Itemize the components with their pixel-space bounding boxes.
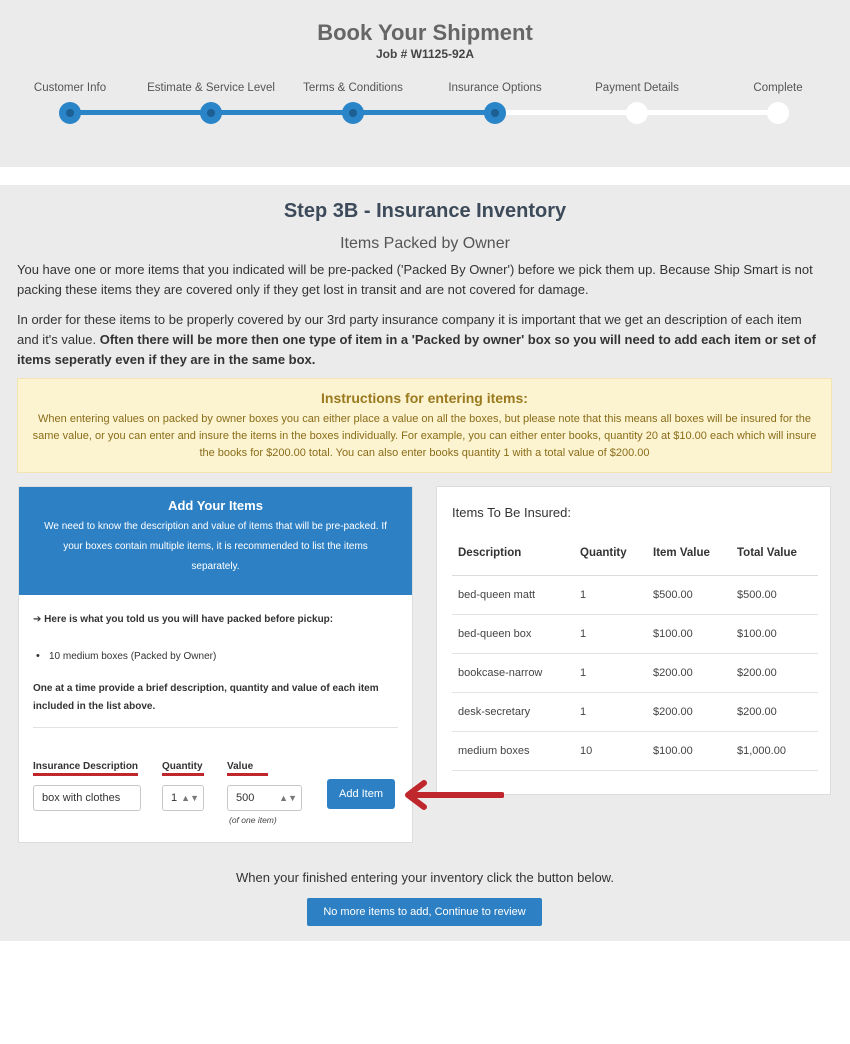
table-cell: medium boxes bbox=[452, 731, 574, 770]
step-dot-estimate bbox=[200, 102, 222, 124]
step-label-payment: Payment Details bbox=[595, 82, 679, 94]
description-underline bbox=[33, 773, 138, 776]
continue-to-review-button[interactable]: No more items to add, Continue to review bbox=[307, 898, 542, 926]
step-title: Step 3B - Insurance Inventory bbox=[283, 200, 567, 222]
coverage-paragraph bbox=[17, 310, 827, 370]
table-row bbox=[452, 731, 818, 770]
insured-items-table bbox=[452, 532, 818, 771]
table-cell: bed-queen box bbox=[452, 614, 574, 653]
table-cell: bookcase-narrow bbox=[452, 653, 574, 692]
table-cell: desk-secretary bbox=[452, 692, 574, 731]
step-label-complete: Complete bbox=[753, 82, 803, 94]
table-cell: 1 bbox=[574, 575, 647, 614]
insured-items-title: Items To Be Insured: bbox=[452, 505, 571, 520]
step-label-estimate: Estimate & Service Level bbox=[147, 82, 275, 94]
insured-items-panel bbox=[436, 486, 831, 795]
booking-header bbox=[0, 0, 850, 167]
table-cell: 1 bbox=[574, 692, 647, 731]
value-label: Value bbox=[227, 761, 254, 772]
table-cell: bed-queen matt bbox=[452, 575, 574, 614]
job-number: Job # W1125-92A bbox=[375, 47, 475, 61]
table-header-row bbox=[452, 532, 818, 575]
annotation-arrow-icon bbox=[402, 780, 504, 810]
table-cell: $1,000.00 bbox=[731, 731, 818, 770]
step-label-terms: Terms & Conditions bbox=[303, 82, 403, 94]
progress-fill bbox=[70, 110, 495, 115]
column-header: Description bbox=[452, 532, 574, 575]
table-cell: $100.00 bbox=[731, 614, 818, 653]
quantity-stepper[interactable] bbox=[162, 785, 204, 811]
step-label-customer-info: Customer Info bbox=[33, 82, 107, 94]
table-row bbox=[452, 575, 818, 614]
table-row bbox=[452, 614, 818, 653]
step-dot-customer-info bbox=[59, 102, 81, 124]
table-cell: $200.00 bbox=[647, 653, 731, 692]
add-items-panel bbox=[18, 486, 413, 843]
step-dot-terms bbox=[342, 102, 364, 124]
step-dot-insurance bbox=[484, 102, 506, 124]
table-cell: $200.00 bbox=[731, 653, 818, 692]
column-header: Item Value bbox=[647, 532, 731, 575]
instructions-box bbox=[17, 378, 832, 473]
table-cell: $500.00 bbox=[647, 575, 731, 614]
quantity-underline bbox=[162, 773, 204, 776]
step-label-insurance: Insurance Options bbox=[448, 82, 542, 94]
add-items-header bbox=[19, 487, 412, 595]
spinner-icon[interactable]: ▲▼ bbox=[279, 793, 297, 803]
instructions-title: Instructions for entering items: bbox=[321, 390, 528, 406]
table-cell: $200.00 bbox=[647, 692, 731, 731]
table-row bbox=[452, 692, 818, 731]
list-item: • 10 medium boxes (Packed by Owner) bbox=[49, 651, 216, 662]
table-row bbox=[452, 653, 818, 692]
quantity-value: 1 bbox=[171, 792, 178, 804]
coverage-text: In order for these items to be properly covered by our 3rd party insurance company it is important that we get an description of each item and it's value. bbox=[17, 312, 802, 347]
table-cell: 10 bbox=[574, 731, 647, 770]
divider bbox=[33, 727, 398, 728]
header-separator bbox=[0, 167, 850, 185]
table-cell: $200.00 bbox=[731, 692, 818, 731]
coverage-text-bold: Often there will be more then one type of item in a 'Packed by owner' box so you will need to add each item or set of items seperatly even if they are in the same box. bbox=[17, 332, 816, 367]
column-header: Total Value bbox=[731, 532, 818, 575]
table-cell: $500.00 bbox=[731, 575, 818, 614]
quantity-label: Quantity bbox=[162, 761, 203, 772]
table-cell: $100.00 bbox=[647, 731, 731, 770]
value-input[interactable] bbox=[227, 785, 302, 811]
page-title: Book Your Shipment bbox=[317, 20, 533, 45]
table-cell: 1 bbox=[574, 614, 647, 653]
table-cell: $100.00 bbox=[647, 614, 731, 653]
description-input[interactable]: box with clothes bbox=[33, 785, 141, 811]
step-dot-complete bbox=[767, 102, 789, 124]
value-note: (of one item) bbox=[229, 815, 277, 825]
spinner-icon[interactable]: ▲▼ bbox=[181, 793, 199, 803]
value-underline bbox=[227, 773, 268, 776]
add-items-subtitle: We need to know the description and value of items that will be pre-packed. If your boxes contain multiple items, it is recommended to list the items separately. bbox=[44, 521, 387, 572]
intro-paragraph: You have one or more items that you indicated will be pre-packed ('Packed By Owner') before we pick them up. Because Ship Smart is not packing these items they are covered only if they get lost in transit and are not covered for damage. bbox=[17, 262, 813, 297]
finish-text: When your finished entering your inventory click the button below. bbox=[236, 870, 614, 885]
told-us-label: ➔ Here is what you told us you will have packed before pickup: bbox=[33, 614, 334, 625]
instructions-body: When entering values on packed by owner boxes you can either place a value on all the boxes, but please note that this means all boxes will be insured for the same value, or you can enter and insure the items in the boxes individually. For example, you can either enter books, quantity 20 at $10.00 each which will insure the books for $200.00 total. You can also enter books quantity 1 with a total value of $200.00 bbox=[32, 413, 817, 459]
add-item-button[interactable]: Add Item bbox=[327, 779, 395, 809]
one-at-a-time-text: One at a time provide a brief description, quantity and value of each item included in the list above. bbox=[33, 683, 379, 712]
step-subtitle: Items Packed by Owner bbox=[340, 235, 510, 252]
column-header: Quantity bbox=[574, 532, 647, 575]
add-items-title: Add Your Items bbox=[168, 498, 263, 513]
table-cell: 1 bbox=[574, 653, 647, 692]
step-dot-payment bbox=[626, 102, 648, 124]
value-amount: 500 bbox=[236, 792, 255, 804]
description-label: Insurance Description bbox=[33, 761, 139, 772]
main-content bbox=[0, 185, 850, 941]
